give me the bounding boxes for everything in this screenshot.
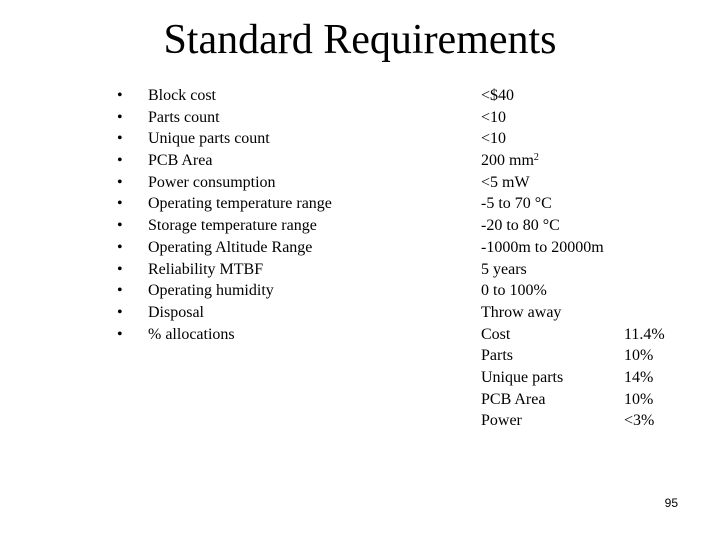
requirement-label: Operating temperature range — [148, 195, 332, 213]
slide-title: Standard Requirements — [163, 17, 557, 63]
allocation-name: Cost — [481, 325, 511, 343]
requirement-value: Throw away — [481, 303, 562, 321]
requirement-label: Reliability MTBF — [148, 260, 264, 278]
requirement-label: Block cost — [148, 87, 216, 104]
requirement-label: Disposal — [148, 303, 204, 321]
bullet: • — [117, 260, 123, 278]
allocation-percent: 11.4% — [624, 325, 665, 343]
requirement-value: -1000m to 20000m — [481, 238, 604, 256]
requirement-label: Storage temperature range — [148, 217, 317, 235]
bullet: • — [117, 238, 123, 256]
page-number: 95 — [664, 496, 678, 510]
pcb-area-superscript: 2 — [533, 152, 539, 164]
requirement-label: Power consumption — [148, 173, 276, 191]
allocation-percents — [624, 85, 665, 432]
bullet: • — [117, 325, 123, 343]
allocation-percent: <3% — [624, 412, 655, 430]
bullet: • — [117, 108, 123, 126]
requirement-value: <5 mW — [481, 173, 530, 191]
requirement-value: <10 — [481, 130, 507, 148]
bullet: • — [117, 217, 123, 235]
pcb-area-value: 200 mm — [481, 152, 534, 170]
bullet: • — [117, 282, 123, 300]
requirement-value: -5 to 70 °C — [481, 195, 552, 213]
bullet: • — [117, 130, 123, 148]
bullet: • — [117, 195, 123, 213]
allocation-percent: 14% — [624, 368, 654, 386]
bullet: • — [117, 173, 123, 191]
requirement-value — [481, 150, 604, 172]
requirement-value: 0 to 100% — [481, 282, 547, 300]
requirement-label: Operating Altitude Range — [148, 238, 313, 256]
allocation-percent: 10% — [624, 347, 654, 365]
requirement-label: Operating humidity — [148, 282, 274, 300]
requirement-label: Unique parts count — [148, 130, 270, 148]
requirement-value: <$40 — [481, 87, 515, 104]
requirement-values — [481, 85, 604, 432]
allocation-name: Unique parts — [481, 368, 564, 386]
allocation-name: Power — [481, 412, 522, 430]
allocation-name: PCB Area — [481, 390, 546, 408]
requirement-value: <10 — [481, 108, 507, 126]
bullet-column — [117, 85, 123, 345]
requirement-labels — [148, 85, 332, 345]
requirement-label: Parts count — [148, 108, 220, 126]
allocation-name: Parts — [481, 347, 513, 365]
requirement-value: 5 years — [481, 260, 527, 278]
requirement-label: % allocations — [148, 325, 235, 343]
requirement-value: -20 to 80 °C — [481, 217, 560, 235]
bullet: • — [117, 303, 123, 321]
bullet: • — [117, 152, 123, 170]
bullet: • — [117, 87, 123, 104]
allocation-percent: 10% — [624, 390, 654, 408]
requirement-label: PCB Area — [148, 152, 213, 170]
